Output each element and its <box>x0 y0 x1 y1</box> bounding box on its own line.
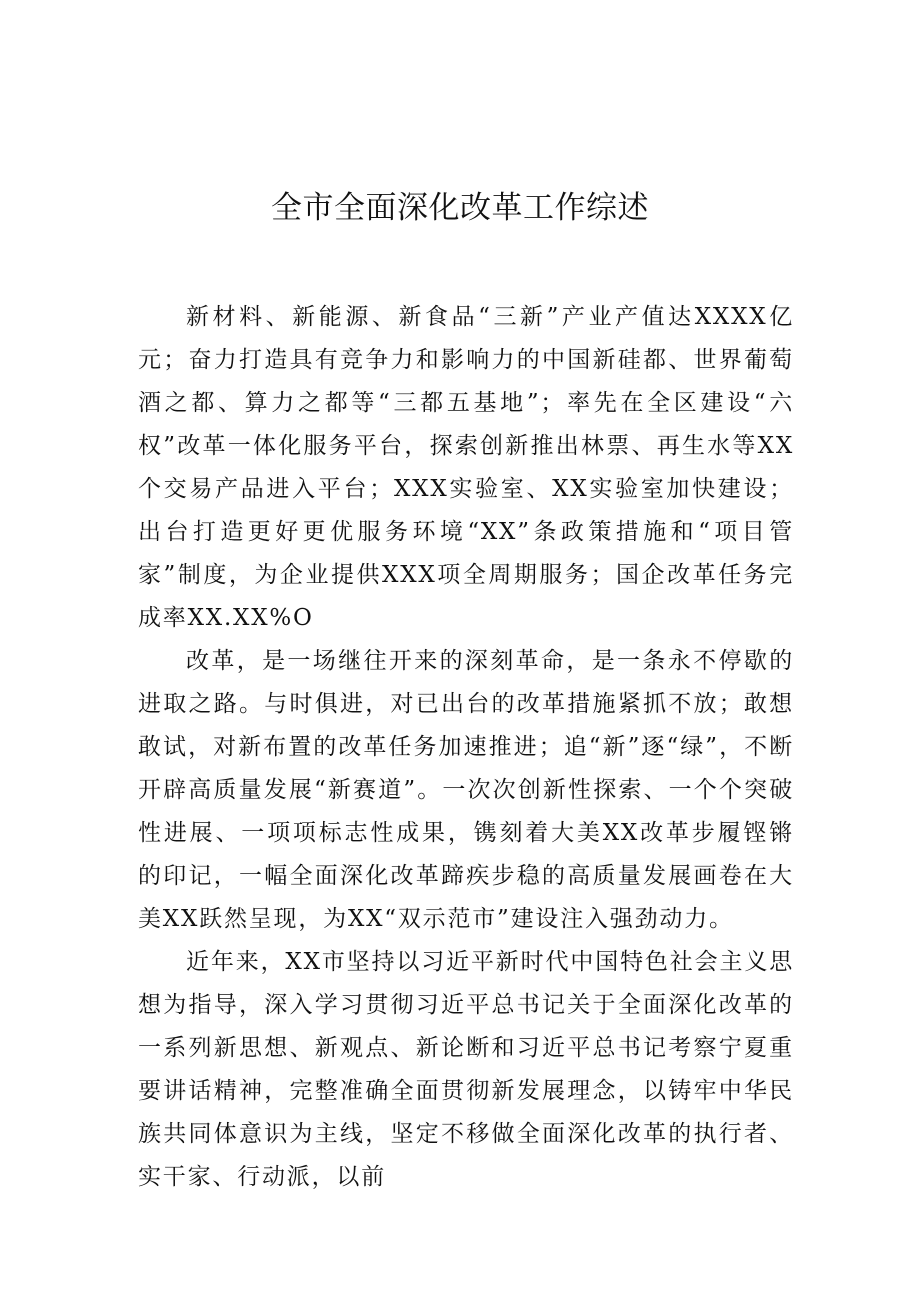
body-paragraph: 改革，是一场继往开来的深刻革命，是一条永不停歇的进取之路。与时俱进，对已出台的改革措施紧抓不放；敢想敢试，对新布置的改革任务加速推进；追“新”逐“绿”，不断开辟高质量发展“新赛道”。一次次创新性探索、一个个突破性进展、一项项标志性成果，镌刻着大美XX改革步履铿锵的印记，一幅全面深化改革蹄疾步稳的高质量发展画卷在大美XX跃然呈现，为XX“双示范市”建设注入强劲动力。 <box>138 648 794 932</box>
document-title: 全市全面深化改革工作综述 <box>271 190 649 226</box>
document-body <box>138 296 794 1199</box>
body-paragraph: 新材料、新能源、新食品“三新”产业产值达XXXX亿元；奋力打造具有竞争力和影响力的中国新硅都、世界葡萄酒之都、算力之都等“三都五基地”；率先在全区建设“六权”改革一体化服务平台，探索创新推出林票、再生水等XX个交易产品进入平台；XXX实验室、XX实验室加快建设；出台打造更好更优服务环境“XX”条政策措施和“项目管家”制度，为企业提供XXX项全周期服务；国企改革任务完成率XX.XX%O <box>138 304 794 631</box>
body-paragraph: 近年来，XX市坚持以习近平新时代中国特色社会主义思想为指导，深入学习贯彻习近平总书记关于全面深化改革的一系列新思想、新观点、新论断和习近平总书记考察宁夏重要讲话精神，完整准确全面贯彻新发展理念，以铸牢中华民族共同体意识为主线，坚定不移做全面深化改革的执行者、实干家、行动派，以前 <box>138 949 794 1190</box>
